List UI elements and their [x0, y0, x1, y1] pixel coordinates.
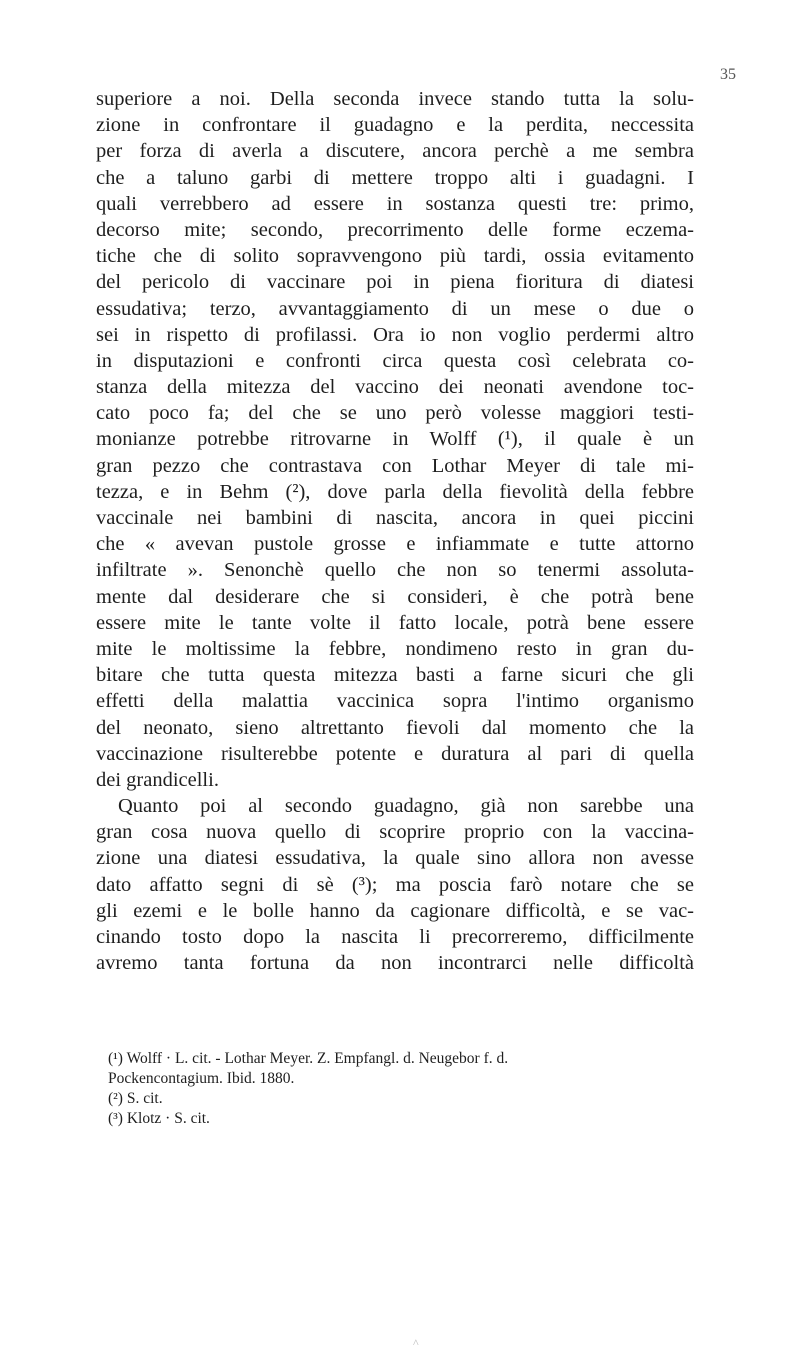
footnotes: [108, 1049, 698, 1129]
text-line: zione una diatesi essudativa, la quale sino allora non avesse: [96, 847, 694, 870]
text-line: mite le moltissime la febbre, nondimeno resto in gran du-: [96, 637, 694, 660]
text-line: gli ezemi e le bolle hanno da cagionare difficoltà, e se vac-: [96, 899, 694, 922]
text-line: Quanto poi al secondo guadagno, già non sarebbe una: [118, 795, 694, 818]
text-line: quali verrebbero ad essere in sostanza questi tre: primo,: [96, 192, 694, 215]
text-line: decorso mite; secondo, precorrimento delle forme eczema-: [96, 218, 694, 241]
text-line: dei grandicelli.: [96, 768, 219, 791]
text-line: vaccinale nei bambini di nascita, ancora in quei piccini: [96, 507, 694, 529]
text-line: superiore a noi. Della seconda invece stando tutta la solu-: [96, 88, 694, 110]
text-line: stanza della mitezza del vaccino dei neonati avendone toc-: [96, 376, 694, 399]
scan-mark: ^: [413, 1336, 419, 1350]
text-line: dato affatto segni di sè (³); ma poscia farò notare che se: [96, 873, 694, 896]
text-line: gran cosa nuova quello di scoprire proprio con la vaccina-: [96, 821, 694, 844]
text-line: essere mite le tante volte il fatto locale, potrà bene essere: [96, 611, 694, 634]
text-line: tiche che di solito sopravvengono più tardi, ossia evitamento: [96, 245, 694, 268]
text-line: in disputazioni e confronti circa questa così celebrata co-: [96, 349, 694, 372]
text-line: cato poco fa; del che se uno però volesse maggiori testi-: [96, 402, 694, 425]
footnote-line: (¹) Wolff · L. cit. - Lothar Meyer. Z. Empfangl. d. Neugebor f. d.: [108, 1050, 509, 1067]
text-line: sei in rispetto di profilassi. Ora io non voglio perdermi altro: [96, 323, 694, 346]
text-line: monianze potrebbe ritrovarne in Wolff (¹), il quale è un: [96, 428, 694, 451]
text-line: tezza, e in Behm (²), dove parla della fievolità della febbre: [96, 480, 694, 503]
footnote-line: (²) S. cit.: [108, 1090, 163, 1107]
footnote-line: Pockencontagium. Ibid. 1880.: [108, 1070, 295, 1087]
text-line: mente dal desiderare che si consideri, è che potrà bene: [96, 585, 694, 608]
text-line: per forza di averla a discutere, ancora perchè a me sembra: [96, 140, 694, 163]
text-line: che « avevan pustole grosse e infiammate e tutte attorno: [96, 533, 694, 556]
text-line: avremo tanta fortuna da non incontrarci nelle difficoltà: [96, 952, 694, 975]
text-line: del pericolo di vaccinare poi in piena fioritura di diatesi: [96, 271, 694, 294]
text-line: essudativa; terzo, avvantaggiamento di un mese o due o: [96, 297, 694, 320]
footnote-line: (³) Klotz · S. cit.: [108, 1110, 210, 1127]
text-line: bitare che tutta questa mitezza basti a farne sicuri che gli: [96, 664, 694, 687]
text-line: gran pezzo che contrastava con Lothar Meyer di tale mi-: [96, 454, 694, 477]
text-line: che a taluno garbi di mettere troppo alti i guadagni. I: [96, 166, 694, 189]
text-line: zione in confrontare il guadagno e la perdita, neccessita: [96, 114, 694, 137]
text-line: del neonato, sieno altrettanto fievoli dal momento che la: [96, 716, 694, 739]
text-line: infiltrate ». Senonchè quello che non so tenermi assoluta-: [96, 559, 694, 582]
text-line: cinando tosto dopo la nascita li precorreremo, difficilmente: [96, 926, 694, 948]
page-number: 35: [720, 66, 736, 83]
body-text: [96, 86, 694, 976]
text-line: vaccinazione risulterebbe potente e duratura al pari di quella: [96, 742, 694, 765]
text-line: effetti della malattia vaccinica sopra l'intimo organismo: [96, 690, 694, 713]
